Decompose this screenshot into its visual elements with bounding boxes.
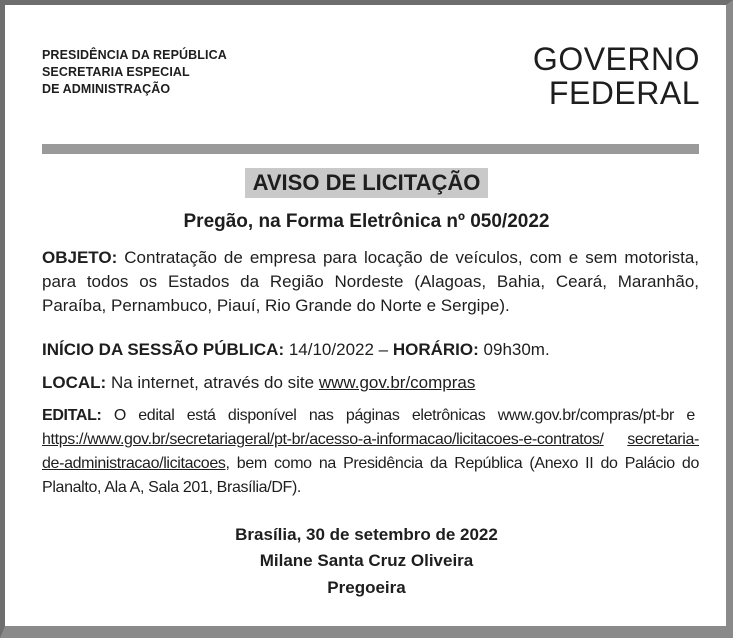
edital-link-1[interactable]: https://www.gov.br/secretariageral/pt-br/acesso-a-informacao/licitacoes-e-contratos/ bbox=[42, 431, 604, 448]
gov-line-1: GOVERNO bbox=[532, 41, 700, 77]
organization-header bbox=[42, 47, 227, 98]
notice-subtitle: Pregão, na Forma Eletrônica nº 050/2022 bbox=[183, 211, 550, 232]
local-paragraph bbox=[42, 371, 699, 395]
edital-text-2: , bem como na Presidência da República bbox=[225, 455, 523, 472]
signature-role: Pregoeira bbox=[327, 578, 406, 597]
gov-line-2: FEDERAL bbox=[548, 75, 700, 111]
local-text: Na internet, através do site bbox=[110, 373, 315, 392]
org-line-1: PRESIDÊNCIA DA REPÚBLICA bbox=[42, 48, 227, 62]
edital-text-1: O edital está disponível nas páginas eletrônicas www.gov.br/compras/pt-br bbox=[113, 407, 674, 424]
org-line-2: SECRETARIA ESPECIAL bbox=[42, 65, 190, 79]
edital-label: EDITAL: bbox=[42, 407, 102, 424]
local-label: LOCAL: bbox=[42, 373, 107, 392]
objeto-text: Contratação de empresa para locação de veículos, com e sem motorista, para todos os Estados da Região Nordeste (Alagoas, Bahia, Ceará, Maranhão, Paraíba, Pernambuco, Piauí, Rio Grande do Norte e Sergipe). bbox=[42, 248, 699, 315]
edital-paragraph bbox=[42, 404, 699, 500]
signature-name: Milane Santa Cruz Oliveira bbox=[259, 551, 474, 570]
local-link[interactable]: www.gov.br/compras bbox=[318, 373, 476, 392]
divider-bar bbox=[42, 144, 699, 154]
notice-title: AVISO DE LICITAÇÃO bbox=[245, 168, 489, 198]
government-logo-text bbox=[533, 42, 700, 110]
horario-label: HORÁRIO: bbox=[392, 340, 479, 359]
inicio-paragraph bbox=[42, 338, 699, 362]
inicio-label: INÍCIO DA SESSÃO PÚBLICA: bbox=[42, 340, 285, 359]
inicio-value: 14/10/2022 – bbox=[288, 340, 389, 359]
horario-value: 09h30m. bbox=[483, 340, 550, 359]
title-container bbox=[0, 168, 733, 198]
edital-e: e bbox=[686, 407, 695, 424]
org-line-3: DE ADMINISTRAÇÃO bbox=[42, 82, 171, 96]
objeto-label: OBJETO: bbox=[42, 248, 118, 267]
edital-link-2[interactable]: secretaria-de-administracao/licitacoes bbox=[42, 431, 699, 472]
signature-place-date: Brasília, 30 de setembro de 2022 bbox=[235, 525, 498, 544]
objeto-paragraph bbox=[42, 246, 699, 318]
edital-text-3: (Anexo II do Palácio do Planalto, Ala A, Sala 201, Brasília/DF). bbox=[42, 455, 699, 496]
